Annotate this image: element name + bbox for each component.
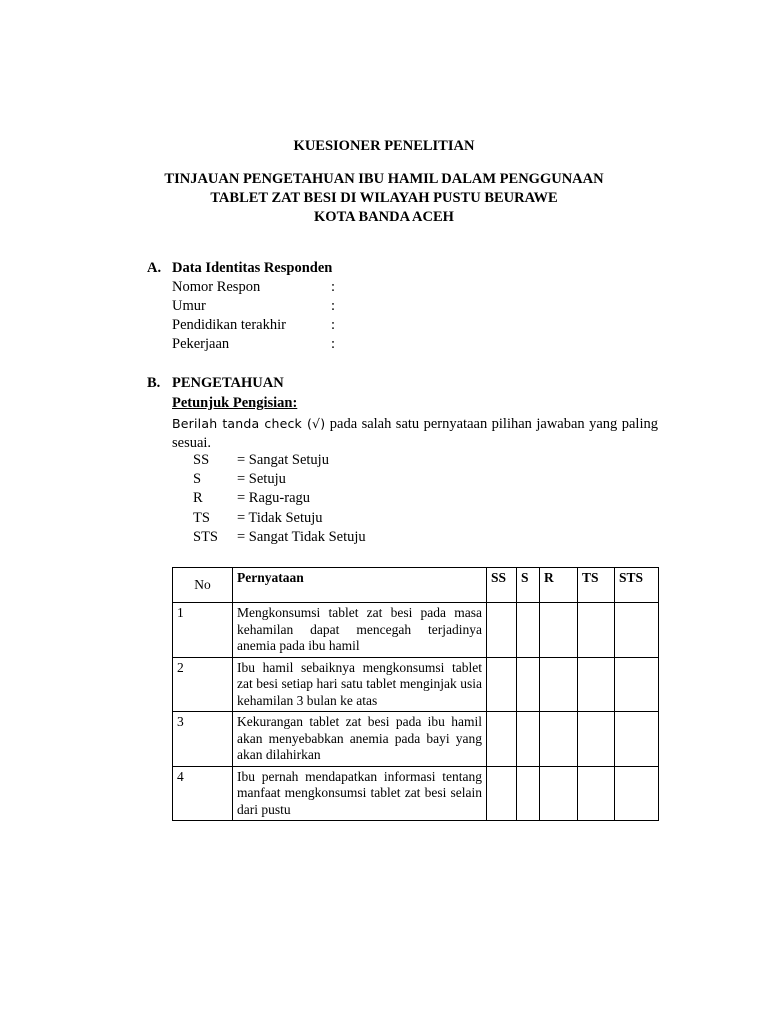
field-label-umur: Umur bbox=[172, 298, 206, 314]
answer-cell-s[interactable] bbox=[517, 766, 540, 821]
instruction-rest-text: pada salah satu pernyataan pilihan jawaban yang paling sesuai. bbox=[172, 416, 658, 451]
statement-text: Kekurangan tablet zat besi pada ibu hamil akan menyebabkan anemia pada bayi yang akan dilahirkan bbox=[233, 712, 487, 767]
legend-meaning: = Sangat Tidak Setuju bbox=[237, 529, 366, 545]
statement-text: Ibu pernah mendapatkan informasi tentang manfaat mengkonsumsi tablet zat besi selain dari pustu bbox=[233, 766, 487, 821]
header-pernyataan: Pernyataan bbox=[233, 568, 487, 603]
legend-code: TS bbox=[193, 510, 210, 526]
header-no: No bbox=[173, 568, 233, 603]
field-colon: : bbox=[331, 336, 336, 352]
section-b-heading: PENGETAHUAN bbox=[172, 375, 284, 391]
legend-code: R bbox=[193, 490, 203, 506]
field-label-nomor-respon: Nomor Respon bbox=[172, 279, 261, 295]
table-header-row bbox=[173, 568, 659, 603]
row-number: 3 bbox=[173, 712, 233, 767]
subtitle-line-2: TABLET ZAT BESI DI WILAYAH PUSTU BEURAWE bbox=[210, 190, 558, 206]
table-row bbox=[173, 766, 659, 821]
answer-cell-ss[interactable] bbox=[487, 766, 517, 821]
answer-cell-ts[interactable] bbox=[578, 712, 615, 767]
answer-cell-r[interactable] bbox=[540, 657, 578, 712]
answer-cell-ts[interactable] bbox=[578, 766, 615, 821]
instruction-check-text: Berilah tanda check (√) bbox=[172, 416, 326, 431]
section-b-marker: B. bbox=[147, 375, 161, 391]
answer-cell-s[interactable] bbox=[517, 603, 540, 658]
legend-code: SS bbox=[193, 452, 210, 468]
answer-cell-ss[interactable] bbox=[487, 657, 517, 712]
field-label-pendidikan: Pendidikan terakhir bbox=[172, 317, 286, 333]
instructions-paragraph bbox=[172, 414, 658, 453]
table-row bbox=[173, 657, 659, 712]
table-row bbox=[173, 603, 659, 658]
table-row bbox=[173, 712, 659, 767]
answer-cell-sts[interactable] bbox=[615, 603, 659, 658]
row-number: 4 bbox=[173, 766, 233, 821]
field-colon: : bbox=[331, 279, 336, 295]
answer-cell-r[interactable] bbox=[540, 766, 578, 821]
section-a-heading: Data Identitas Responden bbox=[172, 260, 333, 276]
header-ts: TS bbox=[578, 568, 615, 603]
header-ss: SS bbox=[487, 568, 517, 603]
field-label-pekerjaan: Pekerjaan bbox=[172, 336, 230, 352]
legend-code: STS bbox=[193, 529, 218, 545]
row-number: 1 bbox=[173, 603, 233, 658]
legend-code: S bbox=[193, 471, 202, 487]
answer-cell-r[interactable] bbox=[540, 712, 578, 767]
answer-cell-sts[interactable] bbox=[615, 766, 659, 821]
subtitle-line-1: TINJAUAN PENGETAHUAN IBU HAMIL DALAM PENGGUNAAN bbox=[164, 171, 604, 187]
legend-meaning: = Sangat Setuju bbox=[237, 452, 329, 468]
subtitle-line-3: KOTA BANDA ACEH bbox=[314, 209, 454, 225]
document-title: KUESIONER PENELITIAN bbox=[293, 138, 475, 154]
section-a-marker: A. bbox=[147, 260, 162, 276]
answer-cell-sts[interactable] bbox=[615, 657, 659, 712]
answer-cell-s[interactable] bbox=[517, 657, 540, 712]
instructions-heading: Petunjuk Pengisian: bbox=[172, 395, 298, 411]
row-number: 2 bbox=[173, 657, 233, 712]
answer-cell-ts[interactable] bbox=[578, 603, 615, 658]
field-colon: : bbox=[331, 298, 336, 314]
answer-cell-r[interactable] bbox=[540, 603, 578, 658]
statement-text: Ibu hamil sebaiknya mengkonsumsi tablet zat besi setiap hari satu tablet menginjak usia kehamilan 3 bulan ke atas bbox=[233, 657, 487, 712]
legend-meaning: = Tidak Setuju bbox=[237, 510, 323, 526]
answer-cell-ss[interactable] bbox=[487, 603, 517, 658]
answer-cell-sts[interactable] bbox=[615, 712, 659, 767]
header-r: R bbox=[540, 568, 578, 603]
legend-meaning: = Ragu-ragu bbox=[237, 490, 311, 506]
header-s: S bbox=[517, 568, 540, 603]
questionnaire-table bbox=[172, 567, 659, 821]
answer-cell-ts[interactable] bbox=[578, 657, 615, 712]
field-colon: : bbox=[331, 317, 336, 333]
answer-cell-ss[interactable] bbox=[487, 712, 517, 767]
header-sts: STS bbox=[615, 568, 659, 603]
statement-text: Mengkonsumsi tablet zat besi pada masa kehamilan dapat mencegah terjadinya anemia pada ibu hamil bbox=[233, 603, 487, 658]
answer-cell-s[interactable] bbox=[517, 712, 540, 767]
legend-meaning: = Setuju bbox=[237, 471, 286, 487]
